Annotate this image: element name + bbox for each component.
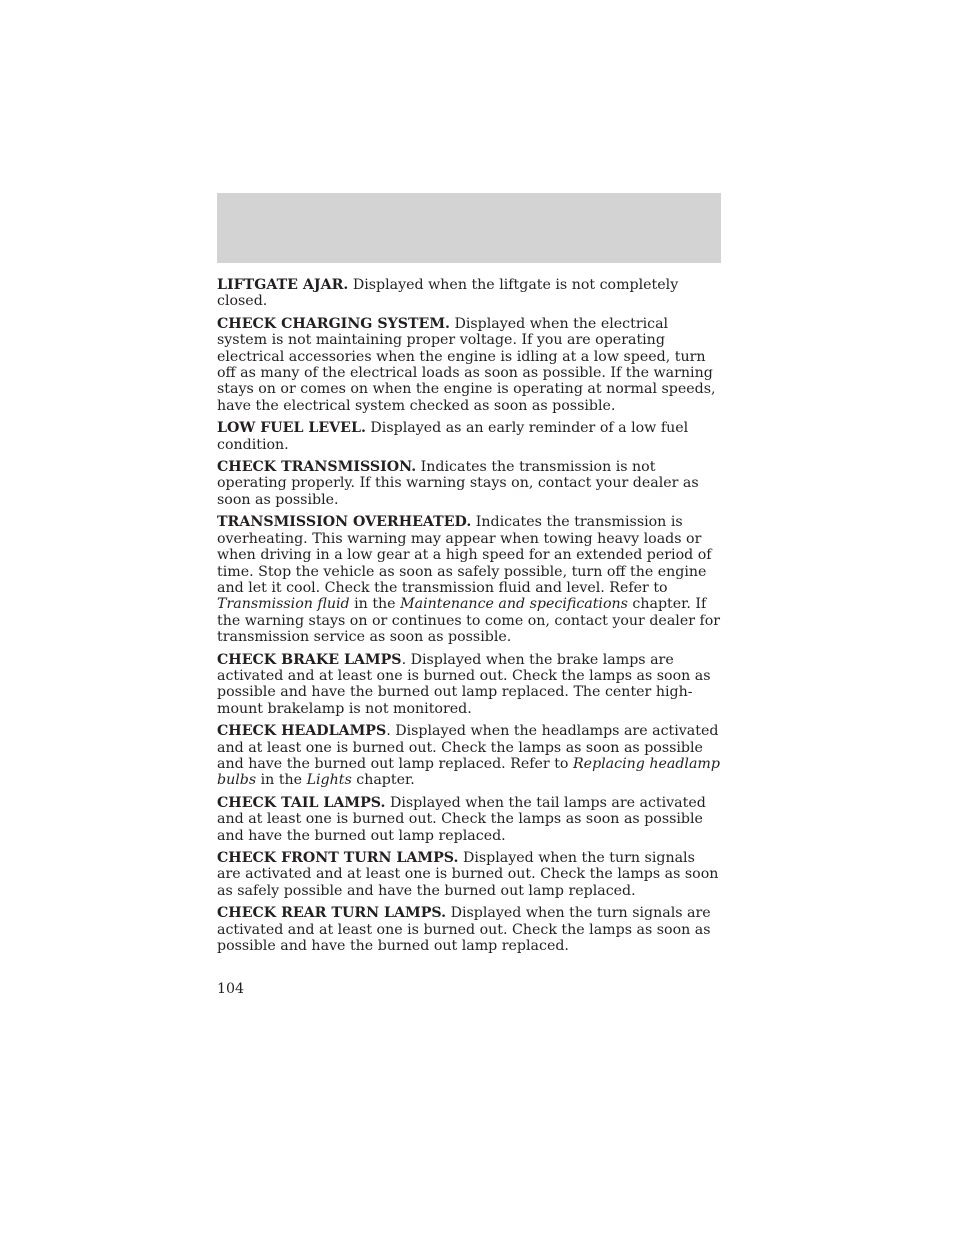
cross-reference: Replacing headlamp bulbs bbox=[217, 755, 720, 789]
entry-check-headlamps bbox=[217, 723, 721, 789]
entry-description: Displayed when the turn signals are activated and at least one is burned out. Check the lamps as soon as safely possible and have the burned out lamp replaced. bbox=[217, 850, 719, 899]
entry-check-front-turn-lamps bbox=[217, 850, 721, 899]
entry-check-brake-lamps bbox=[217, 652, 721, 718]
entry-term: CHECK FRONT TURN LAMPS. bbox=[217, 850, 459, 866]
entry-term: CHECK TAIL LAMPS. bbox=[217, 794, 386, 811]
entry-term: CHECK CHARGING SYSTEM. bbox=[217, 315, 450, 332]
entry-check-transmission bbox=[217, 459, 721, 508]
page-number: 104 bbox=[217, 981, 245, 997]
entry-check-tail-lamps bbox=[217, 795, 721, 844]
section-header-band bbox=[217, 193, 721, 263]
message-list bbox=[217, 277, 721, 960]
entry-term: LOW FUEL LEVEL. bbox=[217, 420, 366, 437]
entry-description: in the bbox=[256, 772, 307, 789]
entry-description: Displayed when the tail lamps are activated and at least one is burned out. Check the lamps as soon as possible and have the burned out lamp replaced. bbox=[217, 794, 706, 844]
entry-description: chapter. bbox=[351, 772, 415, 789]
entry-description: . Displayed when the brake lamps are activated and at least one is burned out. Check the lamps as soon as possible and have the burned out lamp replaced. The center high-mount brakelamp is not monitored. bbox=[217, 651, 711, 717]
entry-description: Displayed when the turn signals are activated and at least one is burned out. Check the lamps as soon as possible and have the burned out lamp replaced. bbox=[217, 905, 711, 955]
entry-check-charging-system bbox=[217, 316, 721, 414]
entry-term: LIFTGATE AJAR. bbox=[217, 277, 349, 293]
entry-term: CHECK REAR TURN LAMPS. bbox=[217, 905, 447, 922]
entry-low-fuel-level bbox=[217, 420, 721, 453]
entry-description: Displayed as an early reminder of a low fuel condition. bbox=[217, 420, 689, 453]
entry-term: CHECK TRANSMISSION. bbox=[217, 459, 417, 476]
entry-description: Displayed when the electrical system is not maintaining proper voltage. If you are operating electrical accessories when the engine is idling at a low speed, turn off as many of the electrical loads as soon as possible. If the warning stays on or comes on when the engine is operating at normal speeds, have the electrical system checked as soon as possible. bbox=[217, 315, 716, 414]
chapter-reference: Maintenance and specifications bbox=[400, 596, 628, 613]
entry-description: Indicates the transmission is overheating. This warning may appear when towing heavy loads or when driving in a low gear at a high speed for an extended period of time. Stop the vehicle as soon as safely possible, turn off the engine and let it cool. Check the transmission fluid and level. Refer to bbox=[217, 514, 712, 596]
entry-check-rear-turn-lamps bbox=[217, 905, 721, 954]
entry-term: CHECK HEADLAMPS bbox=[217, 723, 387, 740]
entry-description: chapter. If the warning stays on or continues to come on, contact your dealer for transmission service as soon as possible. bbox=[217, 596, 721, 646]
entry-term: TRANSMISSION OVERHEATED. bbox=[217, 514, 472, 531]
entry-transmission-overheated bbox=[217, 514, 721, 645]
entry-liftgate-ajar bbox=[217, 277, 721, 310]
entry-description: in the bbox=[349, 596, 401, 613]
entry-term: CHECK BRAKE LAMPS bbox=[217, 651, 402, 668]
cross-reference: Transmission fluid bbox=[217, 596, 350, 613]
entry-description: . Displayed when the headlamps are activated and at least one is burned out. Check the lamps as soon as possible and have the burned out lamp replaced. Refer to bbox=[217, 723, 719, 772]
entry-description: Displayed when the liftgate is not completely closed. bbox=[217, 277, 679, 310]
entry-description: Indicates the transmission is not operating properly. If this warning stays on, contact your dealer as soon as possible. bbox=[217, 459, 699, 508]
chapter-reference: Lights bbox=[306, 772, 352, 789]
